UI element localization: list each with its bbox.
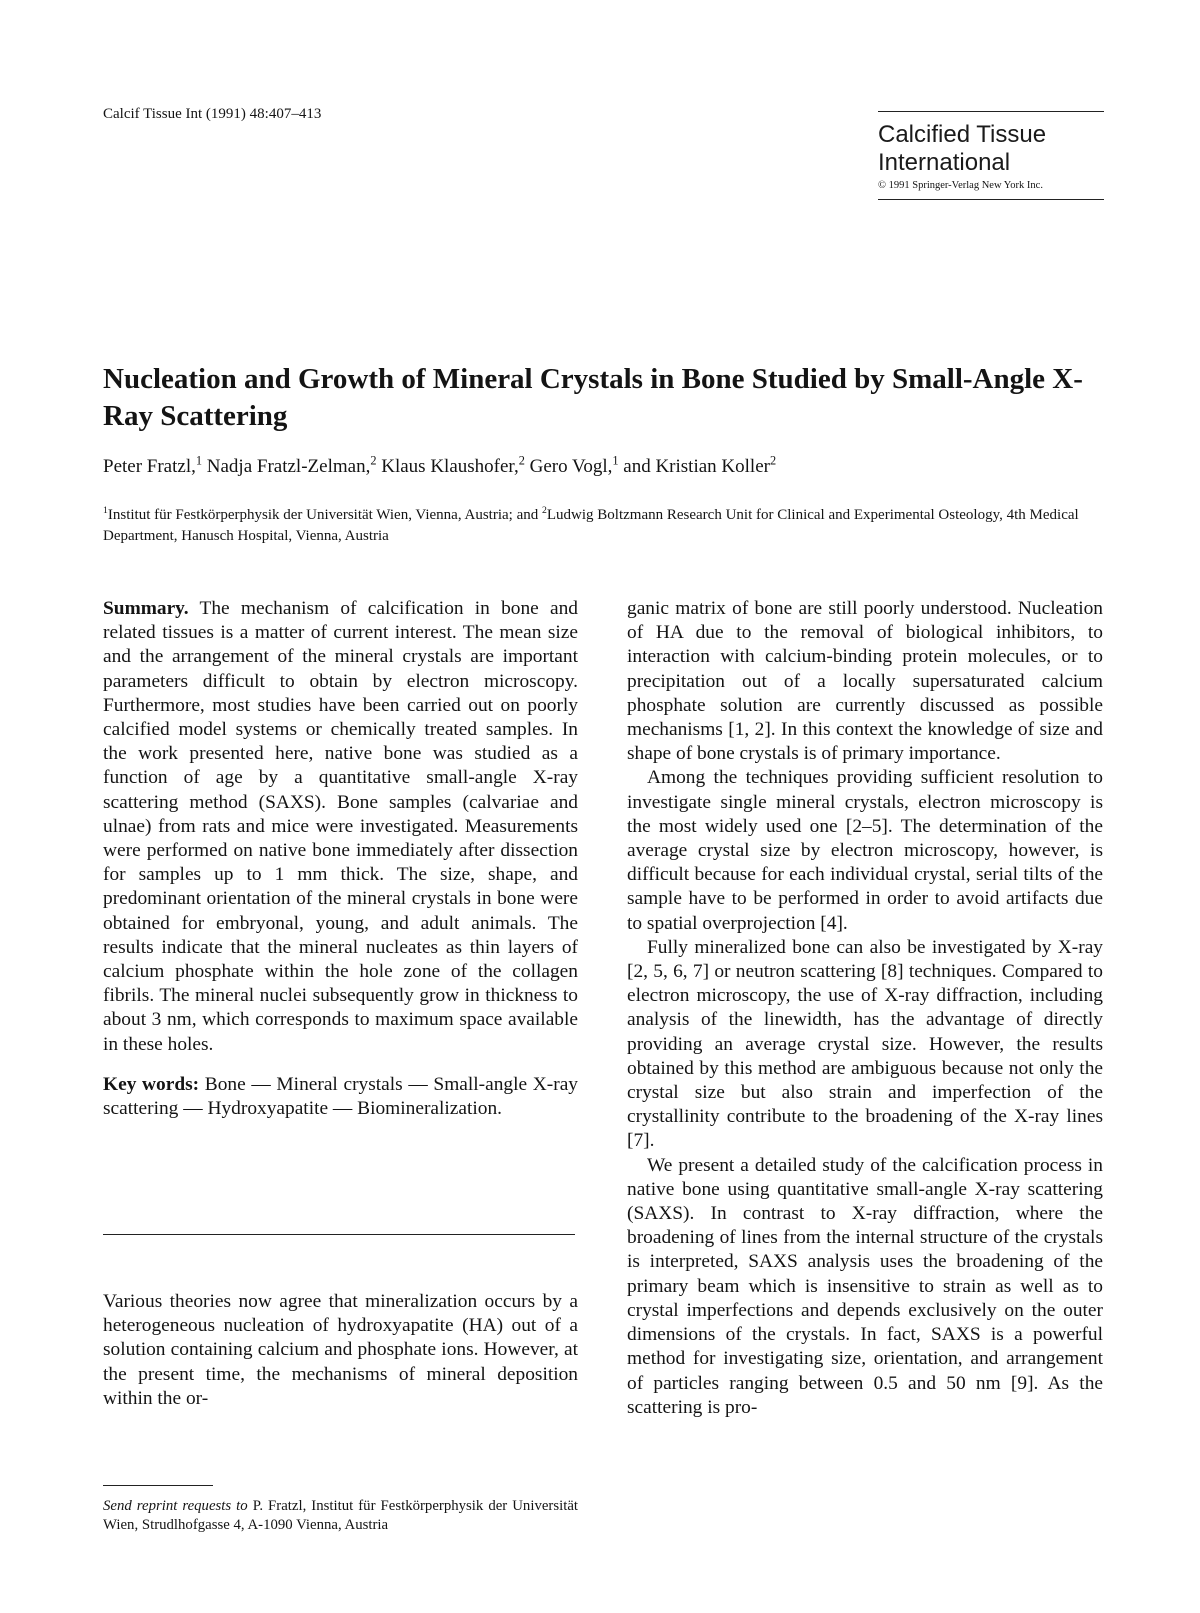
author-affiliation-mark: 2 — [518, 453, 525, 468]
summary-text: The mechanism of calcification in bone and related tissues is a matter of current interest. The mean size and the arrangement of the mineral crystals are important parameters difficult to obtain by electron microscopy. Furthermore, most studies have been carried out on poorly calcified model systems or chemically treated samples. In the work presented here, native bone was studied as a function of age by a quantitative small-angle X-ray scattering method (SAXS). Bone samples (calvariae and ulnae) from rats and mice were investigated. Measurements were performed on native bone immediately after dissection for samples up to 1 mm thick. The size, shape, and predominant orientation of the mineral crystals in bone were obtained for embryonal, young, and adult animals. The results indicate that the mineral nucleates as thin layers of calcium phosphate within the hole zone of the collagen fibrils. The mineral nuclei subsequently grow in thickness to about 3 nm, which corresponds to maximum space available in these holes. — [103, 598, 578, 1055]
journal-name — [878, 121, 1104, 177]
author-name: Peter Fratzl, — [103, 456, 196, 477]
footnote-separator — [103, 1485, 213, 1486]
summary-label: Summary. — [103, 598, 189, 619]
journal-name-line2: International — [878, 149, 1011, 176]
affiliation-mark: 2 — [542, 505, 547, 516]
author-name: Gero Vogl, — [524, 456, 613, 477]
right-column — [627, 597, 1103, 1420]
copyright-notice: © 1991 Springer-Verlag New York Inc. — [878, 180, 1043, 191]
introduction-paragraph — [103, 1290, 578, 1411]
author-affiliation-mark: 1 — [612, 453, 619, 468]
journal-name-line1: Calcified Tissue — [878, 121, 1047, 148]
body-paragraph: Among the techniques providing sufficient resolution to investigate single mineral crystals, electron microscopy is the most widely used one [2–5]. The determination of the average crystal size by electron microscopy, however, is difficult because for each individual crystal, serial tilts of the sample have to be performed in order to avoid artifacts due to spatial overprojection [4]. — [627, 767, 1103, 934]
affiliation-mark: 1 — [103, 505, 108, 516]
author-name: Nadja Fratzl-Zelman, — [202, 456, 371, 477]
journal-masthead — [878, 111, 1104, 200]
reprint-footnote — [103, 1497, 578, 1535]
abstract-separator — [103, 1234, 575, 1235]
author-affiliation-mark: 2 — [769, 453, 777, 468]
body-paragraph: ganic matrix of bone are still poorly understood. Nucleation of HA due to the removal of biological inhibitors, to interaction with calcium-binding protein molecules, or to precipitation out of a locally supersaturated calcium phosphate solution are currently discussed as possible mechanisms [1, 2]. In this context the knowledge of size and shape of bone crystals is of primary importance. — [627, 598, 1103, 765]
journal-citation: Calcif Tissue Int (1991) 48:407–413 — [103, 106, 322, 122]
article-title: Nucleation and Growth of Mineral Crystals in Bone Studied by Small-Angle X-Ray Scattering — [103, 363, 1083, 432]
footnote-label: Send reprint requests to — [103, 1498, 248, 1514]
keywords-paragraph — [103, 1073, 578, 1121]
author-name: Klaus Klaushofer, — [376, 456, 519, 477]
affiliation-text: Institut für Festkörperphysik der Universität Wien, Vienna, Austria; and — [107, 507, 542, 523]
keywords-label: Key words: — [103, 1073, 200, 1095]
masthead-top-rule — [878, 111, 1104, 112]
author-name: and Kristian Koller — [618, 456, 770, 477]
left-column — [103, 597, 578, 1121]
author-affiliation-mark: 1 — [195, 453, 203, 468]
intro-text: Various theories now agree that mineralization occurs by a heterogeneous nucleation of hydroxyapatite (HA) out of a solution containing calcium and phosphate ions. However, at the present time, the mechanisms of mineral deposition within the or- — [103, 1291, 578, 1409]
affiliation-text: Ludwig Boltzmann Research Unit for Clinical and Experimental Osteology, 4th Medical Department, Hanusch Hospital, Vienna, Austria — [103, 507, 1079, 544]
body-paragraph: We present a detailed study of the calcification process in native bone using quantitative small-angle X-ray scattering (SAXS). In contrast to X-ray diffraction, where the broadening of lines from the internal structure of the crystals is interpreted, SAXS analysis uses the broadening of the primary beam which is insensitive to strain as well as to crystal imperfections and depends exclusively on the outer dimensions of the crystals. In fact, SAXS is a powerful method for investigating size, orientation, and arrangement of particles ranging between 0.5 and 50 nm [9]. As the scattering is pro- — [627, 1154, 1103, 1418]
footnote-text: P. Fratzl, Institut für Festkörperphysik der Universität Wien, Strudlhofgasse 4, A-1090 Vienna, Austria — [103, 1498, 578, 1533]
affiliations — [103, 505, 1103, 547]
author-list — [103, 453, 777, 478]
masthead-bottom-rule — [878, 199, 1104, 200]
author-affiliation-mark: 2 — [370, 453, 377, 468]
body-paragraph: Fully mineralized bone can also be investigated by X-ray [2, 5, 6, 7] or neutron scattering [8] techniques. Compared to electron microscopy, the use of X-ray diffraction, including analysis of the linewidth, has the advantage of directly providing an average crystal size. However, the results obtained by this method are ambiguous because not only the crystal size but also strain and imperfection of the crystallinity contribute to the broadening of the X-ray lines [7]. — [627, 936, 1103, 1152]
summary-paragraph — [103, 597, 578, 1057]
keywords-text: Bone — Mineral crystals — Small-angle X-ray scattering — Hydroxyapatite — Biomineralization. — [103, 1073, 578, 1120]
